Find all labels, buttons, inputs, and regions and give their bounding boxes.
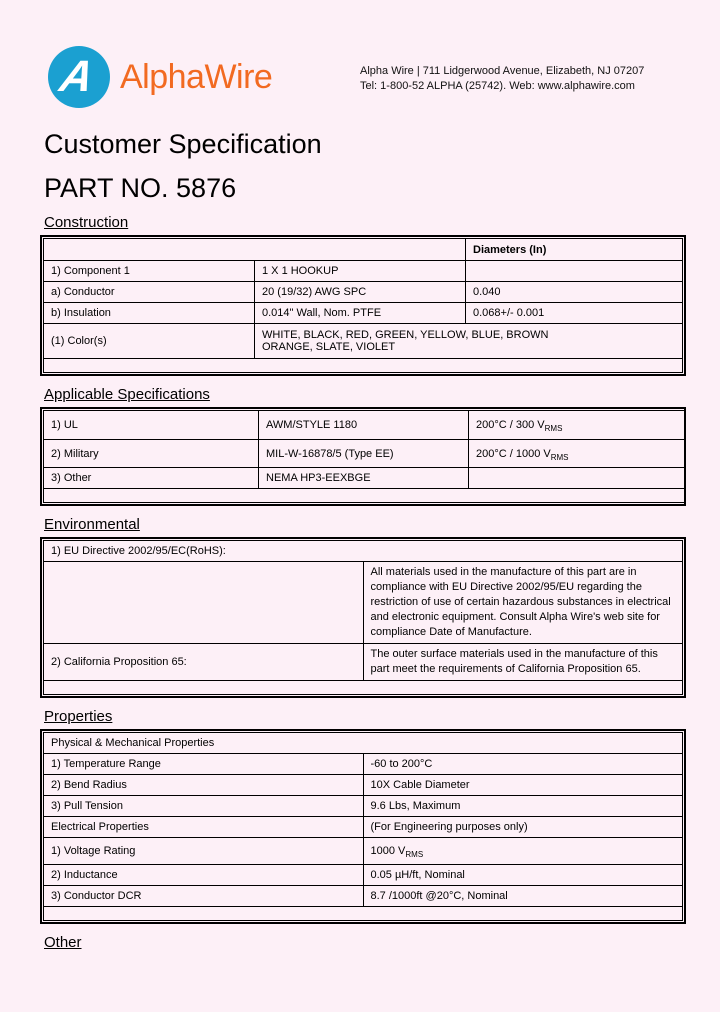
row-label: (1) Color(s) xyxy=(44,324,255,359)
row-label: 2) Bend Radius xyxy=(44,775,364,796)
table-row xyxy=(44,562,683,644)
row-value: AWM/STYLE 1180 xyxy=(259,411,469,440)
row-value: NEMA HP3-EEXBGE xyxy=(259,468,469,489)
california-prop65-text: The outer surface materials used in the manufacture of this part meet the requirements of California Proposition 65. xyxy=(363,644,683,681)
row-diameter: 0.068+/- 0.001 xyxy=(466,303,683,324)
row-value xyxy=(363,754,683,775)
table-row xyxy=(44,733,683,754)
rating-subscript: RMS xyxy=(544,424,563,434)
document-title: Customer Specification xyxy=(44,129,322,159)
value-subscript: RMS xyxy=(405,850,424,860)
page-header xyxy=(0,0,720,108)
colors-line-2: ORANGE, SLATE, VIOLET xyxy=(262,341,396,353)
table-row xyxy=(44,644,683,681)
table-row xyxy=(44,817,683,838)
table-row xyxy=(44,261,683,282)
construction-table xyxy=(40,235,686,376)
table-row xyxy=(44,440,686,468)
row-value: 20 (19/32) AWG SPC xyxy=(255,282,466,303)
row-label: 1) Temperature Range xyxy=(44,754,364,775)
value-text: 9.6 Lbs, Maximum xyxy=(370,800,461,812)
value-text: (For Engineering purposes only) xyxy=(370,821,528,833)
row-value: 0.014" Wall, Nom. PTFE xyxy=(255,303,466,324)
table-row xyxy=(44,865,683,886)
row-label: 3) Other xyxy=(44,468,259,489)
row-rating xyxy=(469,440,686,468)
table-row xyxy=(44,541,683,562)
row-label: 2) Inductance xyxy=(44,865,364,886)
properties-table xyxy=(40,729,686,924)
eu-directive-text: All materials used in the manufacture of this part are in compliance with EU Directive 2002/95/EU regarding the restriction of use of certain hazardous substances in electrical and electronic equipment. Consult Alpha Wire's web site for compliance Date of Manufacture. xyxy=(363,562,683,644)
section-heading-other: Other xyxy=(44,934,82,951)
part-number-title: PART NO. 5876 xyxy=(44,173,237,203)
row-diameter: 0.040 xyxy=(466,282,683,303)
table-row xyxy=(44,359,683,373)
row-label: Electrical Properties xyxy=(44,817,364,838)
table-row xyxy=(44,411,686,440)
value-text: 0.05 µH/ft, Nominal xyxy=(370,869,465,881)
table-row xyxy=(44,239,683,261)
row-value xyxy=(363,865,683,886)
table-row xyxy=(44,775,683,796)
row-diameter xyxy=(466,261,683,282)
row-value: MIL-W-16878/5 (Type EE) xyxy=(259,440,469,468)
diameters-header-cell: Diameters (In) xyxy=(466,239,683,261)
section-heading-properties: Properties xyxy=(44,708,113,725)
row-rating xyxy=(469,411,686,440)
rating-text: 200°C / 1000 V xyxy=(476,447,551,460)
address-line-2: Tel: 1-800-52 ALPHA (25742). Web: www.alphawire.com xyxy=(360,80,635,92)
table-row xyxy=(44,282,683,303)
table-row xyxy=(44,796,683,817)
value-text: 1000 V xyxy=(370,845,406,857)
california-prop65-label: 2) California Proposition 65: xyxy=(44,644,364,681)
table-row xyxy=(44,886,683,907)
row-label: 2) Military xyxy=(44,440,259,468)
alphawire-logo xyxy=(48,46,272,108)
row-value xyxy=(363,838,683,865)
row-value xyxy=(363,775,683,796)
empty-cell xyxy=(44,907,683,921)
eu-directive-label: 1) EU Directive 2002/95/EC(RoHS): xyxy=(44,541,683,562)
empty-cell xyxy=(44,359,683,373)
alphawire-logo-icon xyxy=(48,46,110,108)
table-row xyxy=(44,468,686,489)
row-label: 3) Conductor DCR xyxy=(44,886,364,907)
value-text: 10X Cable Diameter xyxy=(370,779,470,791)
table-row xyxy=(44,324,683,359)
row-label: 1) UL xyxy=(44,411,259,440)
value-text: 8.7 /1000ft @20°C, Nominal xyxy=(370,890,508,902)
row-value xyxy=(363,886,683,907)
table-row xyxy=(44,838,683,865)
row-value xyxy=(363,796,683,817)
empty-cell xyxy=(44,681,683,695)
value-text: -60 to 200°C xyxy=(370,758,433,770)
table-row xyxy=(44,754,683,775)
rating-text: 200°C / 300 V xyxy=(476,419,545,431)
table-row xyxy=(44,907,683,921)
row-rating xyxy=(469,468,686,489)
applicable-specifications-table xyxy=(40,407,686,506)
rating-subscript: RMS xyxy=(550,452,569,462)
logo-letter: A xyxy=(56,52,99,101)
colors-value xyxy=(255,324,683,359)
address-line-1: Alpha Wire | 711 Lidgerwood Avenue, Elizabeth, NJ 07207 xyxy=(360,65,645,77)
company-address xyxy=(360,64,644,94)
section-heading-applicable-specifications: Applicable Specifications xyxy=(44,386,210,403)
table-row xyxy=(44,489,686,503)
row-label: 1) Voltage Rating xyxy=(44,838,364,865)
row-label: a) Conductor xyxy=(44,282,255,303)
section-heading-environmental: Environmental xyxy=(44,516,140,533)
alphawire-wordmark: AlphaWire xyxy=(120,57,273,96)
empty-header-cell xyxy=(44,239,466,261)
row-label: 3) Pull Tension xyxy=(44,796,364,817)
colors-line-1: WHITE, BLACK, RED, GREEN, YELLOW, BLUE, BROWN xyxy=(262,329,549,341)
empty-cell xyxy=(44,562,364,644)
row-value: 1 X 1 HOOKUP xyxy=(255,261,466,282)
table-row xyxy=(44,681,683,695)
row-value xyxy=(363,817,683,838)
section-heading-construction: Construction xyxy=(44,214,129,231)
table-row xyxy=(44,303,683,324)
row-label: b) Insulation xyxy=(44,303,255,324)
empty-cell xyxy=(44,489,686,503)
row-label: 1) Component 1 xyxy=(44,261,255,282)
physical-mechanical-subheader: Physical & Mechanical Properties xyxy=(44,733,683,754)
environmental-table xyxy=(40,537,686,698)
